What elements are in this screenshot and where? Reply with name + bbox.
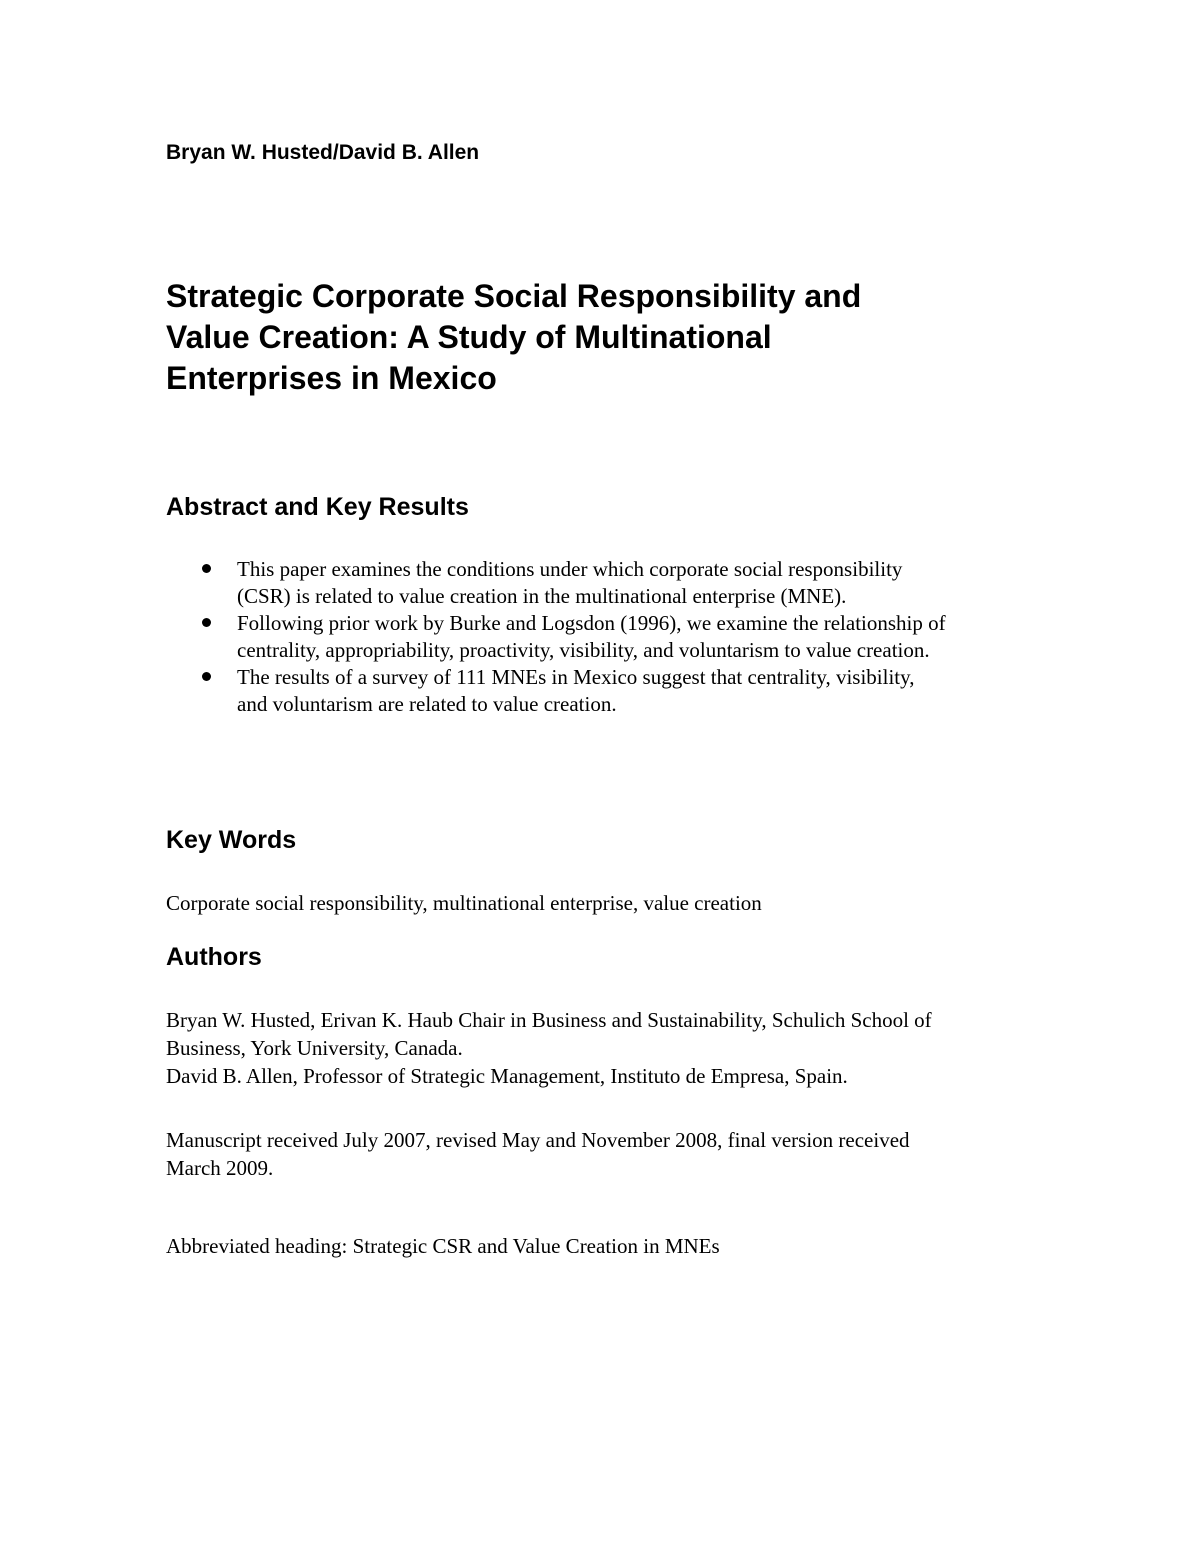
bullet-text-line: (CSR) is related to value creation in the multinational enterprise (MNE). — [237, 584, 847, 608]
bullet-text-line: The results of a survey of 111 MNEs in Mexico suggest that centrality, visibility, — [237, 665, 915, 689]
authors-text — [166, 1006, 932, 1090]
key-words-line: Corporate social responsibility, multinational enterprise, value creation — [166, 891, 762, 915]
title-line-1: Strategic Corporate Social Responsibility and — [166, 278, 862, 314]
bullet-icon — [202, 618, 211, 627]
authors-heading: Authors — [166, 943, 262, 971]
list-item — [166, 610, 1066, 664]
bullet-text-line: centrality, appropriability, proactivity, visibility, and voluntarism to value creation. — [237, 638, 930, 662]
list-item — [166, 664, 1066, 718]
list-item — [166, 556, 1066, 610]
title-line-2: Value Creation: A Study of Multinational — [166, 319, 772, 355]
abbreviated-heading-line: Abbreviated heading: Strategic CSR and Value Creation in MNEs — [166, 1234, 720, 1258]
key-words-text — [166, 889, 762, 917]
authors-line: Business, York University, Canada. — [166, 1036, 463, 1060]
manuscript-line: Manuscript received July 2007, revised May and November 2008, final version received — [166, 1128, 910, 1152]
key-words-heading: Key Words — [166, 826, 297, 854]
title-line-3: Enterprises in Mexico — [166, 360, 497, 396]
abstract-bullet-list — [166, 556, 1066, 718]
author-line: Bryan W. Husted/David B. Allen — [166, 141, 480, 164]
paper-title — [166, 276, 1066, 399]
manuscript-line: March 2009. — [166, 1156, 274, 1180]
manuscript-dates — [166, 1126, 910, 1182]
bullet-text-line: Following prior work by Burke and Logsdon (1996), we examine the relationship of — [237, 611, 946, 635]
bullet-icon — [202, 672, 211, 681]
authors-line: David B. Allen, Professor of Strategic Management, Instituto de Empresa, Spain. — [166, 1064, 848, 1088]
abbreviated-heading — [166, 1232, 720, 1260]
authors-line: Bryan W. Husted, Erivan K. Haub Chair in Business and Sustainability, Schulich School of — [166, 1008, 932, 1032]
bullet-icon — [202, 564, 211, 573]
abstract-heading: Abstract and Key Results — [166, 493, 469, 521]
bullet-text-line: and voluntarism are related to value creation. — [237, 692, 617, 716]
bullet-text-line: This paper examines the conditions under which corporate social responsibility — [237, 557, 903, 581]
